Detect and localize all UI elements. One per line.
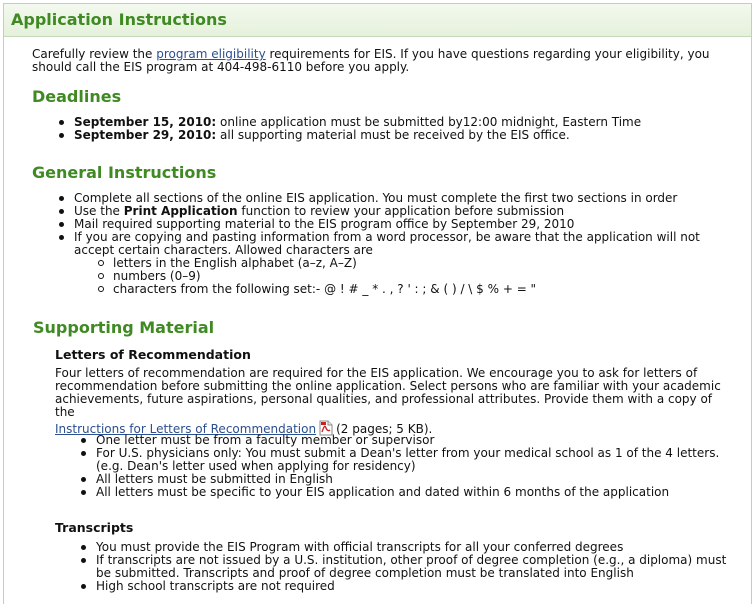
deadline-date: September 29, 2010: xyxy=(74,128,217,142)
item-text: Use the xyxy=(74,204,124,218)
letters-instructions-link[interactable]: Instructions for Letters of Recommendation xyxy=(55,422,317,436)
supporting-material-heading: Supporting Material xyxy=(33,318,215,337)
deadline-text: all supporting material must be received by the EIS office. xyxy=(216,128,570,142)
program-eligibility-link[interactable]: program eligibility xyxy=(156,47,266,61)
print-application-label: Print Application xyxy=(123,204,238,218)
general-instructions-heading: General Instructions xyxy=(32,163,217,182)
deadline-text: online application must be submitted by12:00 midnight, Eastern Time xyxy=(216,115,642,129)
list-item: letters in the English alphabet (a–z, A–Z) xyxy=(96,257,726,270)
deadline-date: September 15, 2010: xyxy=(74,115,217,129)
letters-paragraph xyxy=(55,367,735,436)
item-text: If you are copying and pasting information from a word processor, be aware that the application will not accept certain characters. Allowed characters are xyxy=(74,230,700,257)
list-item: For U.S. physicians only: You must submit a Dean's letter from your medical school as 1 of the 4 letters. (e.g. Dean's letter used when applying for residency) xyxy=(78,447,738,473)
intro-text-post: requirements for EIS. If you have questions regarding your eligibility, you should call the EIS program at 404-498-6110 before you apply. xyxy=(32,47,710,74)
letters-text: Four letters of recommendation are required for the EIS application. We encourage you to ask for letters of recommendation before submitting the online application. Select persons who are familiar with your academic achievements, future aspirations, personal qualities, and professional attributes. Provide them with a copy of the xyxy=(55,366,721,419)
deadlines-list xyxy=(56,116,746,142)
list-item: Complete all sections of the online EIS application. You must complete the first two sections in order xyxy=(56,192,726,205)
list-item: Mail required supporting material to the EIS program office by September 29, 2010 xyxy=(56,218,726,231)
list-item xyxy=(56,129,746,142)
list-item xyxy=(56,231,726,296)
general-instructions-list xyxy=(56,192,726,296)
page-title: Application Instructions xyxy=(11,10,227,29)
list-item: If transcripts are not issued by a U.S. institution, other proof of degree completion (e.g., a diploma) must be submitted. Transcripts and proof of degree completion must be translated into English xyxy=(78,554,738,580)
pdf-meta: (2 pages; 5 KB). xyxy=(336,422,433,436)
allowed-characters-list xyxy=(96,257,726,296)
list-item: characters from the following set:- @ ! # _ * . , ? ' : ; & ( ) / \ $ % + = " xyxy=(96,283,726,296)
list-item: You must provide the EIS Program with official transcripts for all your conferred degrees xyxy=(78,541,738,554)
list-item: numbers (0–9) xyxy=(96,270,726,283)
instructions-panel xyxy=(3,3,752,604)
letters-requirements-list xyxy=(78,434,738,499)
letters-heading: Letters of Recommendation xyxy=(55,347,251,362)
list-item: All letters must be submitted in English xyxy=(78,473,738,486)
deadlines-heading: Deadlines xyxy=(32,87,122,106)
item-text: function to review your application before submission xyxy=(237,204,565,218)
intro-paragraph xyxy=(32,48,744,74)
list-item: High school transcripts are not required xyxy=(78,580,738,593)
list-item: All letters must be specific to your EIS application and dated within 6 months of the application xyxy=(78,486,738,499)
header-bar xyxy=(4,4,751,37)
intro-text-pre: Carefully review the xyxy=(32,47,157,61)
transcripts-heading: Transcripts xyxy=(55,520,134,535)
transcripts-list xyxy=(78,541,738,593)
list-item: One letter must be from a faculty member or supervisor xyxy=(78,434,738,447)
